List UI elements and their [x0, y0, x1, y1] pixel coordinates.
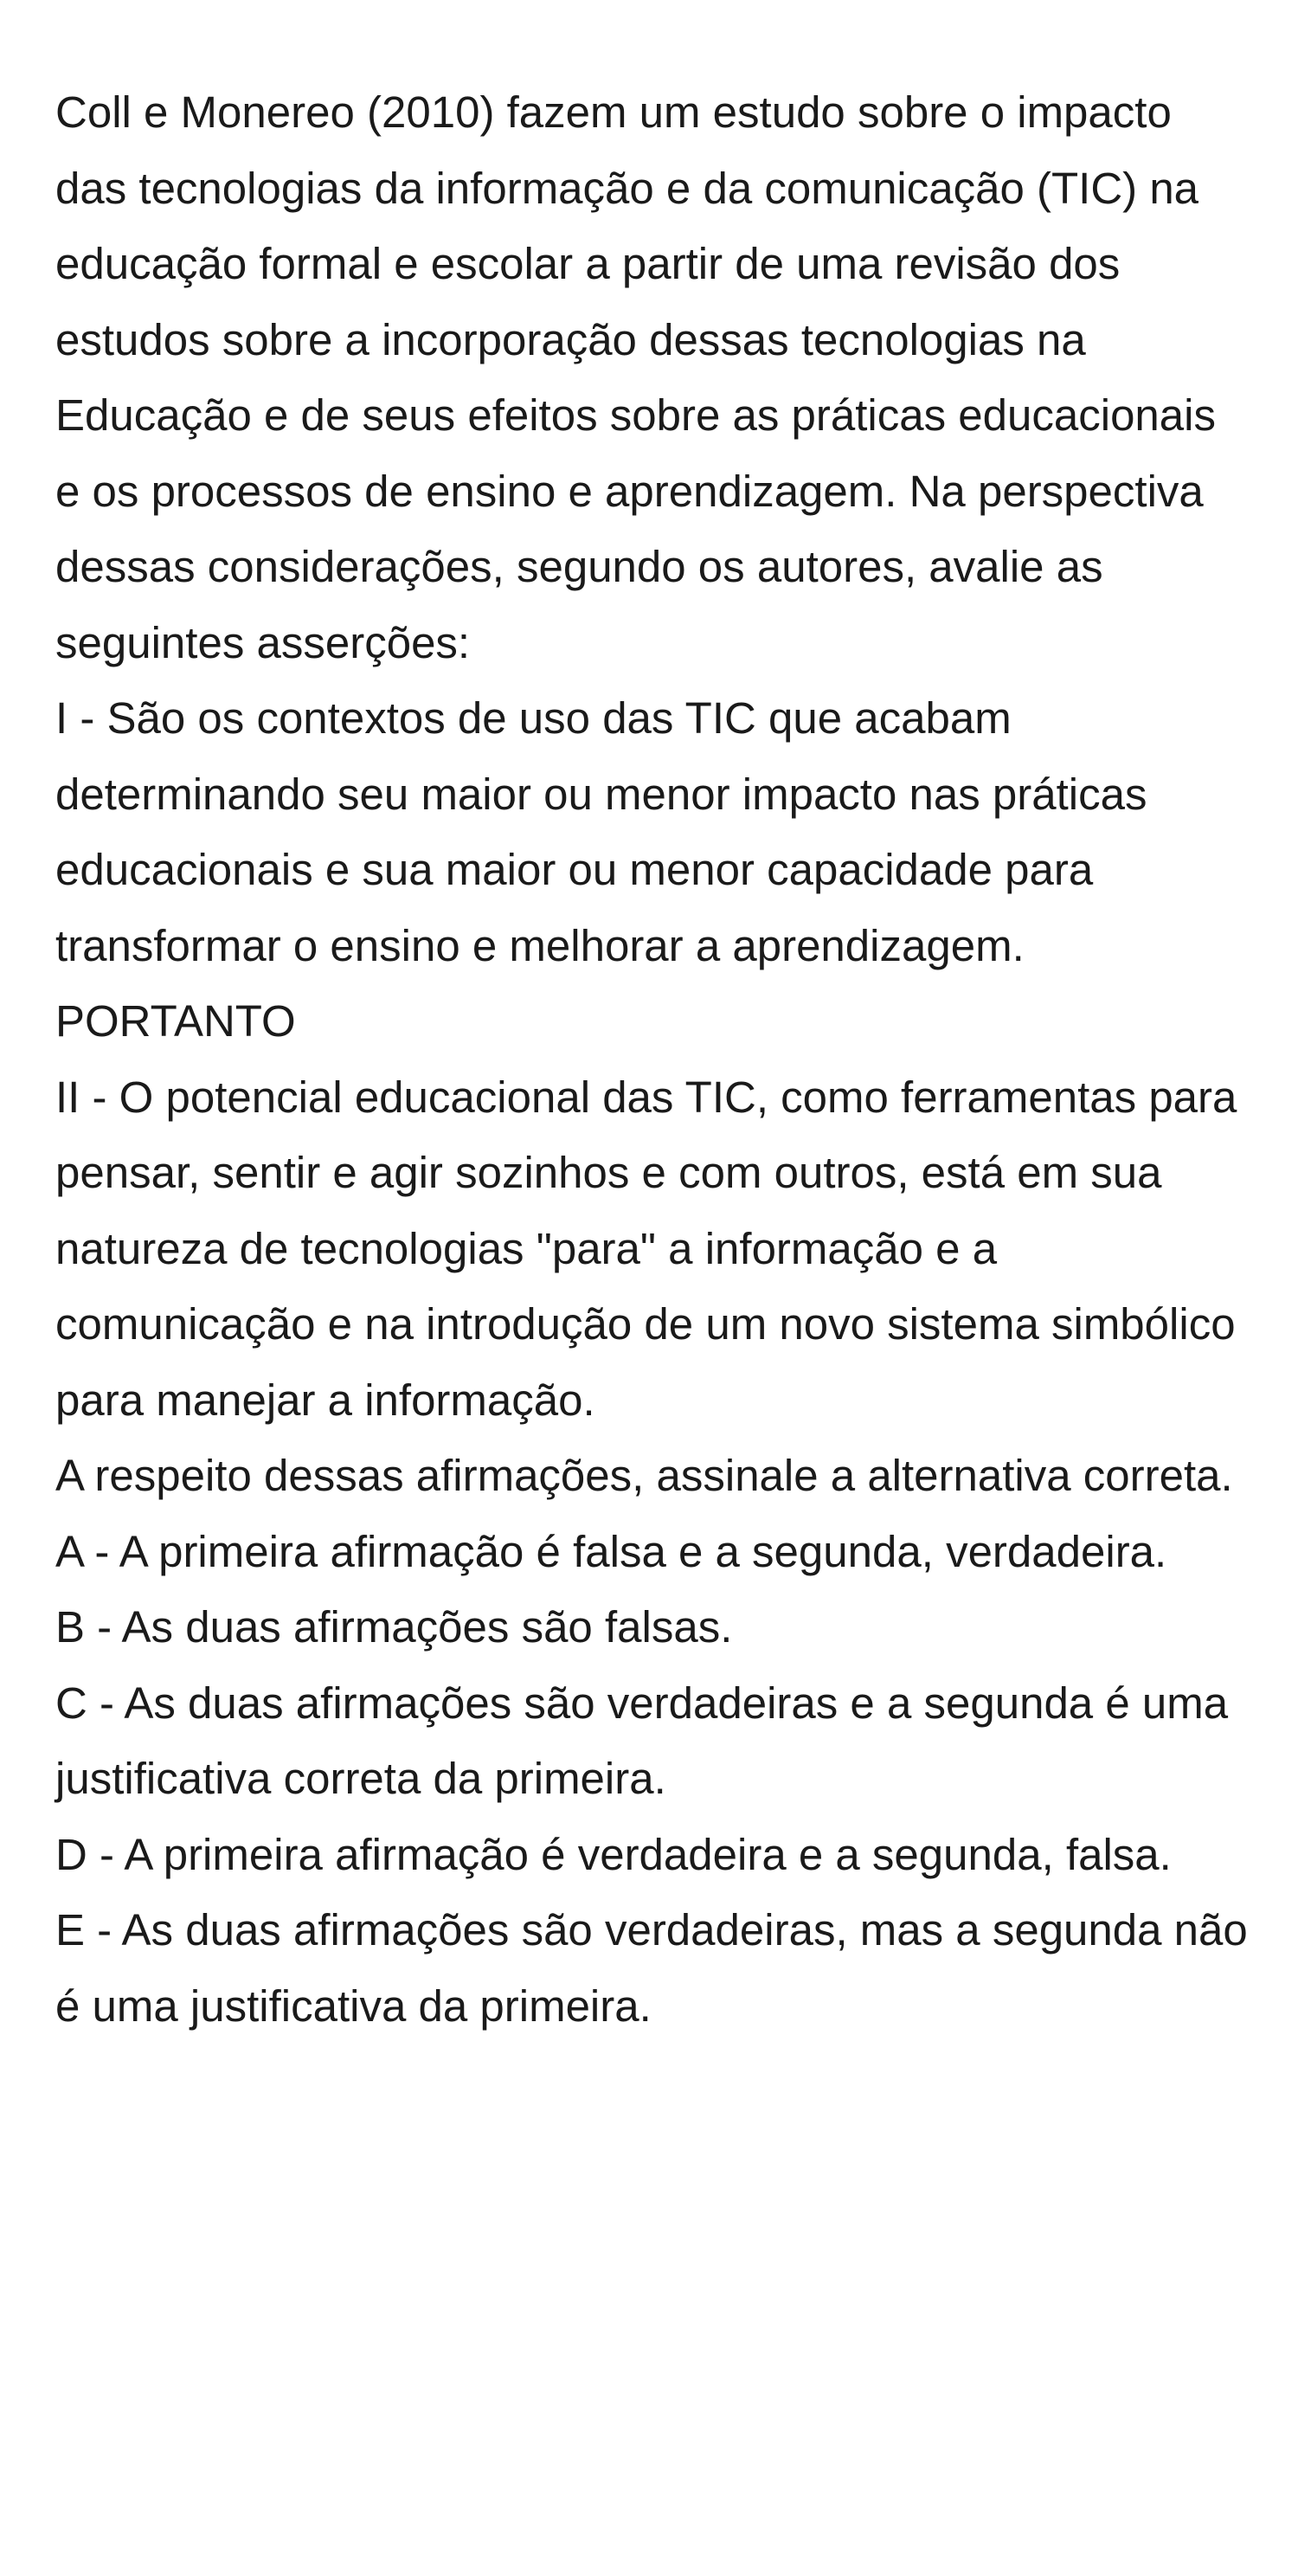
- question-text-block: [55, 74, 1250, 2044]
- assertion-two: II - O potencial educacional das TIC, como ferramentas para pensar, sentir e agir sozinhos e com outros, está em sua natureza de tecnologias "para" a informação e a comunicação e na introdução de um novo sistema simbólico para manejar a informação.: [55, 1072, 1237, 1425]
- option-a: A - A primeira afirmação é falsa e a segunda, verdadeira.: [55, 1526, 1167, 1576]
- option-b: B - As duas afirmações são falsas.: [55, 1602, 733, 1652]
- assertion-one: I - São os contextos de uso das TIC que acabam determinando seu maior ou menor impacto nas práticas educacionais e sua maior ou menor capacidade para transformar o ensino e melhorar a aprendizagem.: [55, 693, 1147, 970]
- option-c: C - As duas afirmações são verdadeiras e a segunda é uma justificativa correta da primeira.: [55, 1678, 1229, 1803]
- assertion-connector: PORTANTO: [55, 996, 296, 1046]
- option-e: E - As duas afirmações são verdadeiras, mas a segunda não é uma justificativa da primeira.: [55, 1905, 1248, 2031]
- question-prompt: A respeito dessas afirmações, assinale a alternativa correta.: [55, 1451, 1233, 1500]
- option-d: D - A primeira afirmação é verdadeira e a segunda, falsa.: [55, 1829, 1172, 1879]
- question-intro: Coll e Monereo (2010) fazem um estudo sobre o impacto das tecnologias da informação e da comunicação (TIC) na educação formal e escolar a partir de uma revisão dos estudos sobre a incorporação dessas tecnologias na Educação e de seus efeitos sobre as práticas educacionais e os processos de ensino e aprendizagem. Na perspectiva dessas considerações, segundo os autores, avalie as seguintes asserções:: [55, 87, 1216, 667]
